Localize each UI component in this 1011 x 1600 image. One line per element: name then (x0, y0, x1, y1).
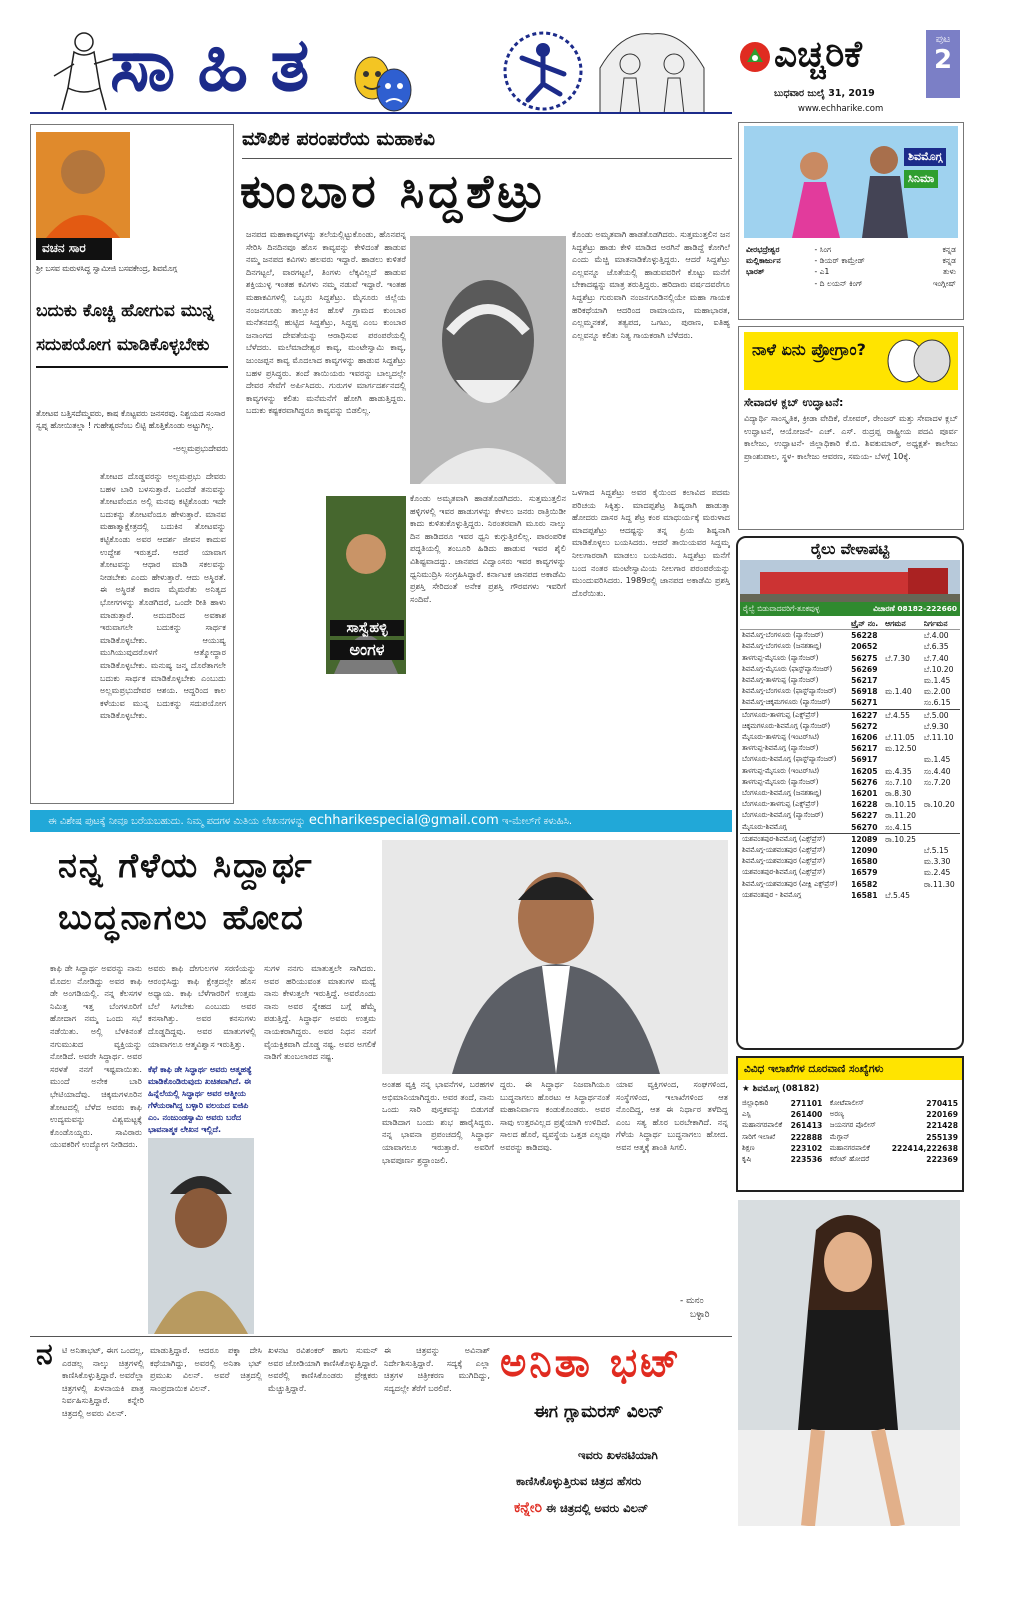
train-departure: ಬೆ.9.30 (923, 721, 949, 731)
vachana-headline: ಬದುಕು ಕೊಚ್ಚಿ ಹೋಗುವ ಮುನ್ನ ಸದುಪಯೋಗ ಮಾಡಿಕೊಳ್ಳಬೇಕು (36, 294, 228, 368)
phone-dept: ಜಯನಗರ ಪೊಲೀಸ್ (829, 1121, 876, 1130)
train-departure: ಬೆ.5.00 (922, 709, 960, 721)
movie-row (744, 244, 958, 255)
railway-row (740, 833, 960, 845)
train-route: ತಾಳಗುಪ್ಪ-ಮೈಸೂರು (ಪ್ಯಾಸೆಂಜರ್) (742, 653, 819, 662)
train-departure: ಮ.1.45 (923, 755, 951, 765)
train-arrival (883, 856, 922, 867)
train-route: ಯಶವಂತಪುರ - ಶಿವಮೊಗ್ಗ (742, 890, 802, 899)
railway-row (740, 845, 960, 856)
train-route: ಶಿವಮೊಗ್ಗ-ಯಶವಂತಪುರ (ವೀಕ್ಲಿ ಎಕ್ಸ್‌ಪ್ರೆಸ್) (742, 879, 838, 888)
phone-number: 223536 (790, 1155, 823, 1165)
train-arrival: ಮ.1.40 (885, 687, 912, 697)
train-departure: ಬೆ.6.35 (923, 642, 949, 652)
train-arrival (883, 754, 922, 765)
railway-row (740, 822, 960, 834)
railway-row (740, 697, 960, 709)
phone-row (740, 1098, 960, 1109)
train-route: ತಾಳಗುಪ್ಪ-ಶಿವಮೊಗ್ಗ (ಪ್ಯಾಸೆಂಜರ್) (742, 744, 819, 753)
movie-tag-2: ಸಿನಿಮಾ (904, 170, 938, 188)
train-arrival: ಬೆ.7.30 (885, 653, 910, 663)
theatre-name: ವೀರಭದ್ರೇಶ್ವರ (746, 245, 780, 254)
railway-row (740, 721, 960, 732)
vachana-label: ವಚನ ಸಾರ (36, 238, 112, 260)
train-number: 56269 (851, 664, 878, 674)
film-note: ಈ ಚಿತ್ರದಲ್ಲಿ ಅವರು ವಿಲನ್ (545, 1501, 649, 1515)
train-number: 16580 (851, 857, 878, 867)
train-route: ಶಿವಮೊಗ್ಗ-ತಾಳಗುಪ್ಪ (ಪ್ಯಾಸೆಂಜರ್) (742, 676, 819, 685)
kicker-rule (242, 158, 732, 159)
film-language: ಇಂಗ್ಲೀಷ್ (932, 278, 956, 288)
movie-tag-1: ಶಿವಮೊಗ್ಗ (904, 148, 946, 166)
nataraja-icon (500, 28, 586, 114)
article3-sub-1: ಈಗ ಗ್ಲಾಮರಸ್ ವಿಲನ್ (534, 1402, 664, 1422)
railway-row (740, 743, 960, 754)
train-departure: ಸಂ.7.20 (923, 777, 951, 787)
film-language: ಕನ್ನಡ (942, 256, 956, 266)
main-col-2: ಕೊಂಡು ಅಮೃತವಾಗಿ ಹಾಡತೊಡಗಿದರು. ಸುತ್ತಮುತ್ತಲಿನ ಹಳ್ಳಿಗಳಲ್ಲಿ ಇವರ ಹಾಡುಗಳನ್ನು ಕೇಳಲು ಜನರು ರಾತ್ರಿಯಿಡೀ ಕಾದು ಕುಳಿತುಕೊಳ್ಳುತ್ತಿದ್ದರು. ನಿರಂತರವಾಗಿ ಮೂರು ನಾಲ್ಕು ದಿನ ಹಾಡಿದರೂ ಇವರ ಧ್ವನಿ ಕುಗ್ಗುತ್ತಿರಲಿಲ್ಲ. ಪಾರಂಪರಿಕ ಪದ್ಧತಿಯಲ್ಲಿ ತಂಬೂರಿ ಹಿಡಿದು ಹಾಡುವ ಇವರ ಶೈಲಿ ವಿಶಿಷ್ಟವಾದದ್ದು. ಜಾನಪದ ವಿದ್ವಾಂಸರು ಇವರ ಕಾವ್ಯಗಳನ್ನು ಧ್ವನಿಮುದ್ರಿಸಿ ಸಂಗ್ರಹಿಸಿದ್ದಾರೆ. ಕರ್ನಾಟಕ ಜಾನಪದ ಅಕಾಡೆಮಿ ಪ್ರಶಸ್ತಿ ಸೇರಿದಂತೆ ಅನೇಕ ಪ್ರಶಸ್ತಿ ಗೌರವಗಳು ಇವರಿಗೆ ಸಂದಿವೆ. (410, 493, 566, 604)
article2-col-1: ಕಾಫಿ ಡೇ ಸಿದ್ಧಾರ್ಥ ಅವರನ್ನು ನಾನು ಮೊದಲ ನೋಡಿದ್ದು ಅವರ ಕಾಫಿ ಡೇ ಅಂಗಡಿಯಲ್ಲಿ. ನನ್ನ ಕೆಲಸಗಳ ನಿಮಿತ್ತ ಇತ್ತ ಬೆಂಗಳೂರಿಗೆ ಹೋದಾಗ ನಮ್ಮ ಒಂದು ಸಭೆ ನಡೆಯಿತು. ಅಲ್ಲಿ ಬೆಳಕಿನಂತೆ ನಗುಮುಖದ ವ್ಯಕ್ತಿಯನ್ನು ನೋಡಿದೆ. ಅವರೇ ಸಿದ್ಧಾರ್ಥ. ಅವರ ಸರಳತೆ ನನಗೆ ಇಷ್ಟವಾಯಿತು. ಮುಂದೆ ಅನೇಕ ಬಾರಿ ಭೇಟಿಯಾದೆವು. ಚಿಕ್ಕಮಗಳೂರಿನ ತೋಟದಲ್ಲಿ ಬೆಳೆದ ಅವರು ಕಾಫಿ ಉದ್ಯಮವನ್ನು ವಿಶ್ವಮಟ್ಟಕ್ಕೆ ಕೊಂಡೊಯ್ದರು. ಸಾವಿರಾರು ಯುವಕರಿಗೆ ಉದ್ಯೋಗ ನೀಡಿದರು. (50, 963, 142, 1150)
train-route: ತಾಳಗುಪ್ಪ-ಮೈಸೂರು (ಪ್ಯಾಸೆಂಜರ್) (742, 777, 819, 786)
train-departure (922, 890, 960, 901)
train-route: ಶಿವಮೊಗ್ಗ-ಬೆಂಗಳೂರು (ಫಾಸ್ಟ್‌ಪ್ಯಾಸೆಂಜರ್) (742, 687, 837, 696)
train-arrival (883, 641, 922, 652)
article2-signature-1: - ಮನಂ (680, 1296, 704, 1306)
poet-photo (410, 236, 566, 484)
train-route: ಶಿವಮೊಗ್ಗ-ಬೆಂಗಳೂರು (ಪ್ಯಾಸೆಂಜರ್) (742, 631, 824, 640)
railway-row (740, 777, 960, 788)
train-route: ಶಿವಮೊಗ್ಗ-ಬೆಂಗಳೂರು (ಜನಶತಾಬ್ದಿ) (742, 642, 822, 651)
train-number: 16579 (851, 868, 878, 878)
main-col-4: ಒಳಗಾದ ಸಿದ್ದಶೆಟ್ರು ಅವರ ಕೈಯಿಂದ ಕಲಾವಿದ ಪದಮ ಪರಿಚಯ ಸಿಕ್ಕಿತ್ತು. ಮಾದಪ್ಪಶೆಟ್ರ ಶಿಷ್ಯರಾಗಿ ಹಾಡುತ್ತಾ ಹೋದರು ದಾಸರ ಸಿದ್ದ ಶೆಟ್ರ ಕಂಠ ಮಾಧುರ್ಯಕ್ಕೆ ಮರುಳಾದ ಮಾದಪ್ಪಶೆಟ್ರು ಆದಷ್ಟನ್ನು ತನ್ನ ಪ್ರಿಯ ಶಿಷ್ಯನಾಗಿ ಮಾಡಿಕೊಳ್ಳಲು ಬಯಸಿದರು. ಆದರೆ ತಾಯಿಯವರ ಸಿದ್ದಮ್ಮ ನೀಲಗಾರರಾಗಿ ಮಾಡಲು ಬಯಸಿದರು. ಸಿದ್ದಶೆಟ್ರು ಮನೆಗೆ ಬಂದ ನಂತರ ಮಂಟೇಸ್ವಾಮಿಯ ನೀಲಗಾರ ಪರಂಪರೆಯನ್ನು ಮುಂದುವರಿಸಿದರು. 1989ರಲ್ಲಿ ಜಾನಪದ ಅಕಾಡೆಮಿ ಪ್ರಶಸ್ತಿ ದೊರೆಯಿತು. (572, 487, 730, 598)
program-title: ನಾಳೆ ಏನು ಪ್ರೋಗ್ರಾಂ? (752, 340, 866, 359)
train-route: ಯಶವಂತಪುರ-ಶಿವಮೊಗ್ಗ (ಎಕ್ಸ್‌ಪ್ರೆಸ್) (740, 833, 849, 845)
train-departure: ಬೆ.7.40 (923, 653, 949, 663)
phone-number: 222888 (790, 1132, 823, 1142)
phone-number: 222369 (926, 1155, 958, 1165)
article2-callout: ಕೆಫೆ ಕಾಫಿ ಡೇ ಸಿದ್ಧಾರ್ಥ ಅವರು ಆತ್ಮಹತ್ಯೆ ಮಾಡಿಕೊಂಡಿರುವುದು ಖಚಿತವಾಗಿದೆ. ಈ ಹಿನ್ನೆಲೆಯಲ್ಲಿ ಸಿದ್ಧಾರ್ಥ ಅವರ ಆತ್ಮೀಯ ಗೆಳೆಯರಾಗಿದ್ದ ಬಳ್ಳಾರಿ ವಲಯದ ಐಜಿಪಿ ಎಂ. ನಂಜುಂಡಸ್ವಾಮಿ ಅವರು ಬರೆದ ಭಾವನಾತ್ಮಕ ಲೇಖನ ಇಲ್ಲಿದೆ. (148, 1065, 252, 1134)
train-number: 56271 (851, 698, 878, 708)
phone-number: 221428 (926, 1121, 958, 1131)
train-arrival (883, 630, 922, 642)
train-arrival (883, 664, 922, 675)
railway-row (740, 766, 960, 777)
article2-signature-2: ಬಳ್ಳಾರಿ (690, 1310, 710, 1320)
phone-row (740, 1109, 960, 1120)
railway-header-cell: ಆಗಮನ (883, 618, 922, 630)
phone-city: ★ ಶಿವಮೊಗ್ಗ (08182) (742, 1084, 820, 1094)
train-number: 56228 (851, 631, 878, 641)
train-number: 16227 (849, 709, 883, 721)
train-departure: ಬೆ.4.00 (923, 631, 949, 641)
vachana-verse: ತೋಟವ ಬತ್ತಿಸದೆಮ್ಮವರು, ಕಾಷ ಕೊಟ್ಟವರು ಜನಸರವು. ನಿಶ್ಚಯದ ಸಂಸಾರ ಸ್ವಪ್ನ ಹೋಯಿತಲ್ಲಾ ! ಗುಹೇಶ್ವರನೆಂಬ ಲಿಟ್ಟಿ ಹೊತ್ತಿಕೊಂಡು ಅಟ್ಟುಗಿಲ್ಲ. (36, 409, 226, 430)
issue-date: ಬುಧವಾರ ಜುಲೈ 31, 2019 (774, 88, 875, 99)
movie-row (744, 278, 958, 289)
phone-dept: ಸಾರಿಗೆ ಇಲಾಖೆ (742, 1132, 776, 1141)
article2-headline-1: ನನ್ನ ಗೆಳೆಯ ಸಿದ್ದಾರ್ಥ (58, 846, 314, 886)
train-departure: ಸಂ.4.40 (923, 766, 951, 776)
film-language: ತುಳು (943, 267, 956, 277)
theatre-name (744, 278, 812, 289)
phone-number: 261400 (790, 1110, 823, 1120)
email-strip (30, 810, 732, 832)
main-kicker: ಮೌಖಿಕ ಪರಂಪರೆಯ ಮಹಾಕವಿ (242, 128, 436, 150)
movie-row (744, 255, 958, 266)
train-number: 56217 (851, 744, 878, 754)
email-strip-post: ಇ-ಮೇಲ್‌ಗೆ ಕಳುಹಿಸಿ. (502, 816, 573, 827)
train-route: ಬೆಂಗಳೂರು-ಶಿವಮೊಗ್ಗ (ಜನಶತಾಬ್ದಿ) (742, 789, 822, 798)
train-departure: ಬೆ.5.15 (923, 846, 949, 856)
phone-number: 261413 (790, 1121, 823, 1131)
train-route: ಬೆಂಗಳೂರು-ಶಿವಮೊಗ್ಗ (ಫಾಸ್ಟ್‌ಪ್ಯಾಸೆಂಜರ್) (742, 755, 837, 764)
phone-dept: ಶಿಕ್ಷಣ (742, 1143, 755, 1152)
page-number: 2 (933, 45, 953, 75)
railway-row (740, 709, 960, 721)
train-number: 16205 (851, 766, 878, 776)
train-departure: ಮ.2.00 (923, 687, 951, 697)
train-arrival: ಮ.12.50 (885, 744, 917, 754)
train-number: 20652 (851, 642, 878, 652)
train-number: 56272 (851, 721, 878, 731)
phone-number: 255139 (926, 1132, 958, 1142)
vachana-caption: ಶ್ರೀ ಬಸವ ಮರುಳಸಿದ್ಧ ಸ್ವಾಮೀಜಿ ಬಸವಕೇಂದ್ರ, ಶಿವಮೊಗ್ಗ (36, 264, 177, 273)
railway-table (740, 618, 960, 901)
phone-dept: ಮಹಾನಗರಪಾಲಿಕೆ (829, 1143, 870, 1152)
train-departure (922, 810, 960, 821)
masthead-title: ಸಾಹಿತ (110, 22, 332, 108)
train-number: 16581 (851, 890, 878, 900)
theatre-name: ಮಲ್ಲಿಕಾರ್ಜುನ (746, 256, 781, 266)
train-departure: ಮ.1.45 (923, 676, 951, 686)
phone-table-wrap (740, 1098, 960, 1165)
email-strip-pre: ಈ ವಿಶೇಷ ಪುಟಕ್ಕೆ ನೀವೂ ಬರೆಯಬಹುದು. ನಿಮ್ಮ ಪದಗಳ ಮಿತಿಯ ಲೇಖನಗಳನ್ನು (48, 816, 306, 827)
train-photo (740, 560, 960, 602)
train-arrival: ರಾ.10.15 (885, 800, 916, 810)
train-number: 56917 (851, 755, 878, 765)
railway-row (740, 867, 960, 878)
phone-dept: ಕೃಷಿ (742, 1155, 752, 1164)
train-departure: ಸಂ.6.15 (923, 698, 951, 708)
phone-number: 223102 (790, 1143, 823, 1153)
train-departure: ಬೆ.11.10 (923, 733, 954, 743)
train-departure (922, 788, 960, 799)
railway-header-cell (740, 618, 849, 630)
article3-col-3: ಖಳನಟ ರವಿಶಂಕರ್ ಹಾಗು ಸುಮನ್ ಅವರ ಜೋಡಿಯಾಗಿ ಕಾಣಿಸಿಕೊಳ್ಳುತ್ತಿದ್ದಾರೆ. ಅವರೆಲ್ಲಿ ಕಾಣಿಸಿಕೊಂಡರು ಪ್ರೇಕ್ಷಕರು ಮೆಚ್ಚುತ್ತಿದ್ದಾರೆ. (268, 1345, 378, 1393)
anitha-photo (738, 1200, 960, 1526)
article2-headline-2: ಬುದ್ಧನಾಗಲು ಹೋದ (58, 898, 305, 938)
train-number: 16228 (851, 800, 878, 810)
train-route: ಬೆಂಗಳೂರು-ಶಿವಮೊಗ್ಗ (ಪ್ಯಾಸೆಂಜರ್) (742, 811, 824, 820)
railway-row (740, 856, 960, 867)
train-departure: ಮ.3.30 (923, 857, 951, 867)
article3-col-4: ಈ ಚಿತ್ರವನ್ನು ಅವಿನಾಶ್ ನಿರ್ದೇಶಿಸುತ್ತಿದ್ದಾರೆ. ಸದ್ಯಕ್ಕೆ ಎಲ್ಲಾ ಚಿತ್ರಗಳ ಚಿತ್ರೀಕರಣ ಮುಗಿದಿದ್ದು, ಸದ್ಯದಲ್ಲೇ ತೆರೆಗೆ ಬರಲಿವೆ. (384, 1345, 490, 1393)
train-number: 56276 (851, 777, 878, 787)
film-language: ಕನ್ನಡ (942, 245, 956, 254)
phone-dept: ಎಸ್ಪಿ (742, 1110, 751, 1119)
page-tag (926, 30, 960, 98)
railway-title: ರೈಲು ವೇಳಾಪಟ್ಟಿ (810, 540, 890, 558)
train-number: 12089 (849, 833, 883, 845)
article3-col-2: ಮಾಡುತ್ತಿದ್ದಾರೆ. ಆದರೂ ಪಕ್ಕಾ ದೇಸಿ ಕಥೆಯಾಗಿದ್ದು, ಅವರಲ್ಲಿ ಅನಿತಾ ಭಟ್ ಪ್ರಮುಖ ವಿಲನ್. ಅವರೆ ಚಿತ್ರದಲ್ಲಿ ಸಾಂಪ್ರದಾಯಿಕ ವಿಲನ್. (150, 1345, 262, 1393)
phone-number: 220169 (926, 1110, 958, 1120)
railway-row (740, 630, 960, 642)
email-address[interactable]: echharikespecial@gmail.com (308, 813, 499, 828)
railway-sub-left: ರೈಲ್ವೆ ಬಿಡುವಾದವರಿಗೆ-ತೂಕವುಳ್ಳ (743, 604, 820, 613)
phone-dept: ಕರೆಂಟ್ ಹೋದರೆ (829, 1155, 870, 1164)
program-event-text: ವಿದ್ಯಾರ್ಥಿ ಸಾಂಸ್ಕೃತಿಕ, ಕ್ರೀಡಾ ವೇದಿಕೆ, ರೋವರ್, ರೇಂಜರ್ ಮತ್ತು ಸೇವಾದಳ ಕ್ಲಬ್ ಉದ್ಘಾಟನೆ, ಆಯೋಜನೆ- ಎಚ್. ಎಸ್. ರುದ್ರಪ್ಪ ರಾಷ್ಟ್ರೀಯ ಪದವಿ ಪೂರ್ವ ಕಾಲೇಜು, ಉದ್ಘಾಟನೆ- ಜಿಲ್ಲಾಧಿಕಾರಿ ಕೆ.ಬಿ. ಶಿವಕುಮಾರ್, ಅಧ್ಯಕ್ಷತೆ- ಕಾಲೇಜು ಪ್ರಾಂಶುಪಾಲ, ಸ್ಥಳ- ಕಾಲೇಜು ಆವರಣ, ಸಮಯ- ಬೆಳಗ್ಗೆ 10ಕ್ಕೆ. (744, 413, 958, 461)
train-arrival: ಮ.4.35 (885, 766, 912, 776)
train-departure: ರಾ.11.30 (923, 879, 955, 889)
train-route: ಬೆಂಗಳೂರು-ತಾಳಗುಪ್ಪ (ಎಕ್ಸ್‌ಪ್ರೆಸ್) (742, 800, 819, 809)
article2-col-6: ಯಾವ ವ್ಯಕ್ತಿಗಳಂದ, ಸಂಘಗಳಿಂದ, ಸಂಸ್ಥೆಗಳಿಂದ, ಇಲಾಖೆಗಳಿಂದ ಆತ ನೊಂದಿದ್ದ, ಆತ ಈ ನಿರ್ಧಾರ ತಳೆದಿದ್ದ ಎಂಬ ಸತ್ಯ ಹೊರ ಬರಬೇಕಾಗಿದೆ. ನನ್ನ ಗೆಳೆಯ ಸಿದ್ಧಾರ್ಥ ಬುದ್ಧನಾಗಲು ಹೋದ. ಅವನ ಆತ್ಮಕ್ಕೆ ಶಾಂತಿ ಸಿಗಲಿ. (616, 1079, 728, 1152)
train-number: 16206 (851, 733, 878, 743)
article3-sub-3: ಕಾಣಿಸಿಕೊಳ್ಳುತ್ತಿರುವ ಚಿತ್ರದ ಹೆಸರು (516, 1474, 642, 1488)
railway-header-row (740, 618, 960, 630)
phone-title: ವಿವಿಧ ಇಲಾಖೆಗಳ ದೂರವಾಣಿ ಸಂಖ್ಯೆಗಳು (738, 1058, 962, 1080)
phone-table (740, 1098, 960, 1165)
railway-row (740, 754, 960, 765)
theatre-name: ಭಾರತ್ (746, 267, 765, 277)
railway-sub-right: ವಿಚಾರಣೆ 08182-222660 (873, 604, 957, 613)
railway-row (740, 890, 960, 901)
phone-dept: ಅರಣ್ಯ (829, 1110, 845, 1119)
railway-header-cell: ನಿರ್ಗಮನ (922, 618, 960, 630)
train-departure (922, 833, 960, 845)
brand-name: ಎಚ್ಚರಿಕೆ (774, 34, 862, 75)
page-label: ಪುಟ (935, 34, 951, 45)
movie-table (744, 244, 958, 289)
mask-illustration (880, 336, 956, 386)
phone-dept: ಮೆಗ್ಗಾನ್ (829, 1132, 850, 1141)
brand-logo-icon (738, 40, 772, 74)
brand-block (738, 30, 964, 122)
train-departure (922, 822, 960, 834)
movie-list (744, 244, 958, 289)
railway-row (740, 810, 960, 821)
train-number: 56275 (851, 653, 878, 663)
phone-dept: ಮಹಾನಗರಪಾಲಿಕೆ (742, 1121, 783, 1130)
railway-table-wrap (740, 618, 960, 901)
railway-row (740, 641, 960, 652)
phone-dept: ಕೋಟೆಪಾಲೀಸ್ (829, 1099, 864, 1107)
article2-col-5: ದ್ದರು. ಈ ಸಿದ್ಧಾರ್ಥ ನಿಜವಾಗಿಯೂ ಬುದ್ಧನಾಗಲು ಹೊರಟು ಆ ಸಿದ್ಧಾರ್ಥನಂತೆ ಮಹಾನಿರ್ವಾಣ ಕಂಡುಕೊಂಡರು. ಅವರ ಸಾವು ಉತ್ತರವಿಲ್ಲದ ಪ್ರಶ್ನೆಯಾಗಿ ಉಳಿದಿದೆ. ಸಾಲದ ಹೊರೆ, ವ್ಯವಸ್ಥೆಯ ಒತ್ತಡ ಎಲ್ಲವೂ ಅವರನ್ನು ಕಾಡಿದವು. (500, 1079, 610, 1152)
train-arrival (883, 675, 922, 686)
train-departure: ಮ.2.45 (923, 868, 951, 878)
officer-photo (148, 1138, 254, 1334)
train-number: 56227 (851, 811, 878, 821)
train-arrival (883, 879, 922, 890)
article2-col-4: ಅಂತಹ ವ್ಯಕ್ತಿ ನನ್ನ ಭಾವನೆಗಳ, ಬರಹಗಳ ಅಭಿಮಾನಿಯಾಗಿದ್ದರು. ಅವರ ತಂದೆ, ನಾನು ಒಂದು ಸಾರಿ ಪುಸ್ತಕವನ್ನು ಬಿಡುಗಡೆ ಮಾಡಿದಾಗ ಬಂದು ಶುಭ ಹಾರೈಸಿದ್ದರು. ನನ್ನ ಭಾವನಾ ಪ್ರಪಂಚದಲ್ಲಿ ಸಿದ್ಧಾರ್ಥ ಯಾವಾಗಲೂ ಇರುತ್ತಾರೆ. ಅವರಿಗೆ ಭಾವಪೂರ್ಣ ಶ್ರದ್ಧಾಂಜಲಿ. (382, 1079, 494, 1165)
train-arrival: ಬೆ.11.05 (885, 733, 915, 743)
phone-row (740, 1120, 960, 1131)
train-route: ಶಿವಮೊಗ್ಗ-ಮೈಸೂರು (ಫಾಸ್ಟ್‌ಪ್ಯಾಸೆಂಜರ್) (742, 664, 833, 673)
train-departure: ರಾ.10.20 (923, 800, 955, 810)
masthead (30, 22, 730, 116)
theatre-masks-icon (348, 52, 418, 116)
phone-number: 222414,222638 (891, 1143, 958, 1153)
railway-row (740, 675, 960, 686)
train-departure: ಬೆ.10.20 (923, 664, 954, 674)
train-number: 12090 (851, 846, 878, 856)
train-arrival (883, 697, 922, 709)
train-route: ಮೈಸೂರು-ಶಿವಮೊಗ್ಗ (742, 822, 787, 831)
siddhartha-photo (382, 840, 728, 1074)
phone-dept: ಜಿಲ್ಲಾಧಿಕಾರಿ (742, 1099, 769, 1107)
masthead-rule (30, 112, 732, 114)
swamiji-photo (36, 132, 130, 238)
train-arrival: ರಾ.10.25 (883, 833, 922, 845)
program-event-title: ಸೇವಾದಳ ಕ್ಲಬ್ ಉದ್ಘಾಟನೆ: (744, 396, 844, 409)
phone-row (740, 1143, 960, 1154)
train-number: 56217 (851, 676, 878, 686)
train-arrival: ಬೆ.4.55 (883, 709, 922, 721)
author-label-1: ಸಾಸ್ವೆಹಳ್ಳಿ (330, 620, 404, 636)
main-col-3: ಕೊಂಡು ಅಮೃತವಾಗಿ ಹಾಡತೊಡಗಿದರು. ಸುತ್ತಮುತ್ತಲಿನ ಜನ ಸಿದ್ದಶೆಟ್ರು ಹಾಡು ಕೇಳಿ ಮಾಡಿದ ಅರಗಿನೆ ಹಾಡಿದ್ದೆ ಕೋಗಿಲೆ ಎಂದು ಮೆಚ್ಚಿ ಮಾತನಾಡಿಕೊಳ್ಳುತ್ತಿದ್ದರು. ಆದರೆ ಸಿದ್ದಶೆಟ್ರು ಎಲ್ಲವನ್ನೂ ಜೊತೆಯಲ್ಲಿ ಹಾಡುವವರಿಗೆ ಕೊಟ್ಟು ಮನೆಗೆ ಬೇಕಾದಷ್ಟನ್ನು ಮಾತ್ರ ತರುತ್ತಿದ್ದರು. ಹರಿದಾರು ವರ್ಷದವರೆಗೂ ಸಿದ್ದಶೆಟ್ರು ಗುರುವಾಗಿ ನಂಜನಗೂಡಿನಲ್ಲಿಯೇ ಮಹಾ ಗಾಯಕ ಹರಿಕಥೆಯಾಗಿ ಆದರಿಂದ ರಾಮಾಯಣ, ಮಹಾಭಾರತ, ಎಲ್ಲಮ್ಮನಕತೆ, ತತ್ವಪದ, ಒಗಟು, ಪುರಾಣ, ಐತಿಹ್ಯ ಎಲ್ಲವನ್ನೂ ಕಲಿತು ನಿತ್ಯ ಗಾಯಕರಾಗಿ ಬೆಳೆದರು. (572, 229, 730, 340)
train-number: 56270 (851, 822, 878, 832)
author-label-2: ಅಂಗಳ (330, 640, 404, 660)
train-arrival (883, 845, 922, 856)
railway-row (740, 799, 960, 810)
article2-bottom-rule (30, 1336, 732, 1337)
film-name: - ಸಿಂಗ (814, 245, 832, 254)
article3-name: ಅನಿತಾ ಭಟ್ (500, 1340, 683, 1386)
main-col-1: ಜನಪದ ಮಹಾಕಾವ್ಯಗಳನ್ನು ತಲೆಯಲ್ಲಿಟ್ಟುಕೊಂಡು, ಹೊನಪನ್ನ ಸೇರಿಸಿ ದಿನದಿನವೂ ಹೊಸ ಕಾವ್ಯವನ್ನು ಕೇಳಿದಂತೆ ಹಾಡುವ ನಮ್ಮ ಜನಪದ ಕವಿಗಳು ಹಲವರು ಇದ್ದಾರೆ. ಹಾಡಲು ಕುಳಿತರೆ ದಿನಗಟ್ಟಲೆ, ವಾರಗಟ್ಟಲೆ, ತಿಂಗಳು ಲೆಕ್ಕವಿಲ್ಲದೆ ಹಾಡುವ ಶಕ್ತಿಯುಳ್ಳ ಇಂತಹ ಕವಿಗಳು ನಮ್ಮ ನಡುವೆ ಇದ್ದಾರೆ. ಇಂತಹ ಮಹಾಕವಿಗಳಲ್ಲಿ ಒಬ್ಬರು ಸಿದ್ದಶೆಟ್ರು. ಮೈಸೂರು ಜಿಲ್ಲೆಯ ನಂಜನಗೂಡು ತಾಲ್ಲೂಕಿನ ಹೊಳೆ ಗ್ರಾಮದ ಕುಂಬಾರ ಮನೆತನದಲ್ಲಿ ಹುಟ್ಟಿದ ಸಿದ್ದಶೆಟ್ರು, ಸಿದ್ದಪ್ಪ ಎಂಬ ಕುಂಬಾರ ಜನಾಂಗದ ದೇವತೆಯನ್ನು ಆರಾಧಿಸುವ ಪರಂಪರೆಯಲ್ಲಿ ಬೆಳೆದರು. ಮಲೆಮಾದೇಶ್ವರ ಕಾವ್ಯ, ಮಂಟೇಸ್ವಾಮಿ ಕಾವ್ಯ, ಜುಂಜಪ್ಪನ ಕಾವ್ಯ ಮೊದಲಾದ ಕಾವ್ಯಗಳನ್ನು ಹಾಡುವ ಸಿದ್ದಶೆಟ್ರು ಬಹಳ ಪ್ರಸಿದ್ಧರು. ತಂದೆ ತಾಯಿಯರು ಇವರನ್ನು ಬಾಲ್ಯದಲ್ಲೇ ದೇವರ ಸೇವೆಗೆ ಅರ್ಪಿಸಿದರು. ಗುರುಗಳ ಮಾರ್ಗದರ್ಶನದಲ್ಲಿ ಕಾವ್ಯಗಳನ್ನು ಕಲಿತು ಮನೆಮನೆಗೆ ಹೋಗಿ ಹಾಡುತ್ತಿದ್ದರು. ಬದುಕು ಕಷ್ಟಕರವಾಗಿದ್ದರೂ ಕಾವ್ಯವನ್ನು ಬಿಡಲಿಲ್ಲ. (246, 229, 406, 416)
train-number: 16201 (851, 789, 878, 799)
railway-row (740, 664, 960, 675)
train-number: 56918 (851, 687, 878, 697)
main-headline: ಕುಂಬಾರ ಸಿದ್ದಶೆಟ್ರು (240, 164, 548, 218)
train-arrival: ಸಂ.4.15 (885, 822, 912, 832)
train-departure (922, 743, 960, 754)
phone-number: 270415 (926, 1099, 958, 1108)
train-route: ಮೈಸೂರು-ತಾಳಗುಪ್ಪ (ಇಂಟರ್‌ಸಿಟಿ) (742, 733, 820, 742)
phone-number: 271101 (790, 1099, 823, 1108)
railway-row (740, 686, 960, 697)
article2-col-3: ಸುಗಳ ನನಗು ಮಾತುತ್ತಲೇ ಸಾಗಿದರು. ಅವರ ಹರಿಯುವಂತ ಮಾತುಗಳ ಮಧ್ಯೆ ನಾನು ಕೇಳುತ್ತಲೇ ಇರುತ್ತಿದ್ದೆ. ಅವರೊಂದು ನಾನು ಅವರ ಸ್ನೇಹದ ಬಗ್ಗೆ ಹೆಮ್ಮೆ ಪಡುತ್ತಿದ್ದೆ. ಸಿದ್ಧಾರ್ಥ ಅವರು ಉತ್ತಮ ನಾಯಕರಾಗಿದ್ದರು. ಅವರ ನಿಧನ ನನಗೆ ವೈಯಕ್ತಿಕವಾಗಿ ದೊಡ್ಡ ನಷ್ಟ. ಅವರ ಅಗಲಿಕೆ ನಾಡಿಗೆ ತುಂಬಲಾರದ ನಷ್ಟ. (264, 963, 376, 1062)
phone-row (740, 1154, 960, 1165)
train-route: ಚಿಕ್ಕಮಗಳೂರು-ಶಿವಮೊಗ್ಗ (ಪ್ಯಾಸೆಂಜರ್) (742, 721, 831, 730)
train-arrival (883, 867, 922, 878)
film-name: ಕನ್ನೇರಿ (514, 1500, 542, 1516)
phone-row (740, 1132, 960, 1143)
railway-row (740, 879, 960, 890)
train-route: ಶಿವಮೊಗ್ಗ-ಯಶವಂತಪುರ (ಎಕ್ಸ್‌ಪ್ರೆಸ್) (742, 857, 826, 866)
vachana-attribution: -ಅಲ್ಲಮಪ್ರಭುದೇವರು (172, 444, 228, 453)
film-name: - ಡಿಯರ್ ಕಾಮ್ರೇಡ್ (814, 256, 865, 266)
train-arrival: ರಾ.11.20 (885, 811, 916, 821)
train-arrival: ಸಂ.7.10 (885, 777, 912, 787)
train-route: ಶಿವಮೊಗ್ಗ-ಚಿಕ್ಕಮಗಳೂರು (ಪ್ಯಾಸೆಂಜರ್) (742, 698, 831, 707)
article3-col-1: ಟಿ ಅನಿತಾಭಟ್, ಈಗ ಒಂದಲ್ಲ, ಎರಡಲ್ಲ ನಾಲ್ಕು ಚಿತ್ರಗಳಲ್ಲಿ ಕಾಣಿಸಿಕೊಳ್ಳುತ್ತಿದ್ದಾರೆ. ಅವರೆಲ್ಲಾ ಚಿತ್ರಗಳಲ್ಲಿ ಖಳನಾಯಕಿ ಪಾತ್ರ ನಿರ್ವಹಿಸುತ್ತಿದ್ದಾರೆ. ಕನ್ನೇರಿ ಚಿತ್ರದಲ್ಲಿ ಅವರು ವಿಲನ್. (62, 1345, 144, 1418)
vachana-body: ತೋಟದ ದೊಡ್ಡವರನ್ನು ಅಲ್ಲಮಪ್ರಭು ದೇವರು ಬಹಳ ಬಾರಿ ಬಳಸುತ್ತಾರೆ. ಒಂದೆಡೆ ತನುವನ್ನು ತೋಟವೆಂದೂ ಅಲ್ಲಿ ಮನವು ಕಟ್ಟಿಕೊಂಡು ಇದೇ ಬದುಕನ್ನು ತೋಟವೆಂದೂ ಹೇಳುತ್ತಾರೆ. ಮಾನವ ಮಹಾತ್ಮಾಕ್ಷೇತ್ರದಲ್ಲಿ ಬದುಕಿನ ತೋಟವನ್ನು ಕಟ್ಟಿಕೊಂಡು ಅವರ ಆದರ್ಶ ಜೀವನ ಕಾದುವ ಉದ್ದೇಶ ಇರುತ್ತದೆ. ಆದರೆ ಯಾವಾಗ ತೋಟವನ್ನು ಆಧಾರ ಮಾಡಿ ಸಕಲವನ್ನು ನೀಡಬೇಕು ಎಂದು ಹೇಳುತ್ತಾರೆ. ಆದು ಅಸ್ಥಿರತೆ. ಈ ಅಸ್ಥಿರತೆ ಕಾರಣ ಮೈಮರೆತು ಅನಿತ್ಯದ ಭೋಗಗಳನ್ನು ತೊಡಗಿದರೆ, ಒಂದೇ ರೀತಿ ಹಾಳು ಮಾಡುತ್ತಾರೆ. ಅದುದರಿಂದ ಅವಕಾಶ ಇರುವಾಗಲೇ ಬದುಕನ್ನು ಸಾರ್ಥಕ ಮಾಡಿಕೊಳ್ಳಬೇಕು. ಆಯುಷ್ಯ ಮುಗಿಯುವುದರೊಳಗೆ ಆತ್ಮೋದ್ಧಾರ ಮಾಡಿಕೊಳ್ಳಬೇಕು. ಮನುಷ್ಯ ಜನ್ಮ ದೊರೆತಾಗಲೇ ಬದುಕು ಸಾರ್ಥಕ ಮಾಡಿಕೊಳ್ಳಬೇಕು ಎಂಬುದು ಅಲ್ಲಮಪ್ರಭುದೇವರ ಆಶಯ. ಆದ್ದರಿಂದ ಕಾಲ ಕಳೆಯುವ ಮುನ್ನ ಬದುಕನ್ನು ಸದುಪಯೋಗ ಮಾಡಿಕೊಳ್ಳಬೇಕು. (100, 471, 226, 721)
train-route: ಬೆಂಗಳೂರು-ತಾಳಗುಪ್ಪ (ಎಕ್ಸ್‌ಪ್ರೆಸ್) (740, 709, 849, 721)
train-route: ತಾಳಗುಪ್ಪ-ಮೈಸೂರು (ಇಂಟರ್‌ಸಿಟಿ) (742, 766, 820, 775)
article3-dropcap: ನ (36, 1337, 53, 1372)
train-arrival (883, 721, 922, 732)
railway-row (740, 788, 960, 799)
movie-row (744, 266, 958, 277)
film-name: - ಎ1 (814, 267, 830, 277)
train-route: ಯಶವಂತಪುರ-ಶಿವಮೊಗ್ಗ (ಎಕ್ಸ್‌ಪ್ರೆಸ್) (742, 868, 826, 877)
article3-sub-2: ಇವರು ಖಳನಟಿಯಾಗಿ (578, 1448, 658, 1462)
train-route: ಶಿವಮೊಗ್ಗ-ಯಶವಂತಪುರ (ಎಕ್ಸ್‌ಪ್ರೆಸ್) (742, 846, 826, 855)
train-arrival: ರಾ.8.30 (885, 789, 912, 799)
website[interactable]: www.echharike.com (798, 104, 884, 114)
railway-row (740, 732, 960, 743)
article3-sub-4 (514, 1500, 648, 1516)
train-arrival: ಬೆ.5.45 (885, 890, 910, 900)
train-number: 16582 (851, 879, 878, 889)
article2-col-2: ಅವರು ಕಾಫಿ ದೇಗುಲಗಳ ಸರಣಿಯನ್ನು ಆರಂಭಿಸಿದ್ದು ಕಾಫಿ ಕ್ಷೇತ್ರದಲ್ಲೇ ಹೊಸ ಅಧ್ಯಾಯ. ಕಾಫಿ ಬೆಳೆಗಾರರಿಗೆ ಉತ್ತಮ ಬೆಲೆ ಸಿಗಬೇಕು ಎಂಬುದು ಅವರ ಕನಸಾಗಿತ್ತು. ಅವರ ಕನಸುಗಳು ದೊಡ್ಡದಿದ್ದವು. ಅವರ ಮಾತುಗಳಲ್ಲಿ ಯಾವಾಗಲೂ ಆತ್ಮವಿಶ್ವಾಸ ಇರುತ್ತಿತ್ತು. (148, 963, 256, 1049)
railway-header-cell: ಟ್ರೈನ್ ನಂ. (849, 618, 883, 630)
railway-row (740, 653, 960, 664)
railway-sub (740, 602, 960, 616)
temple-sculpture-illustration (592, 28, 712, 114)
film-name: - ದಿ ಲಯನ್ ಕಿಂಗ್ (814, 278, 863, 288)
